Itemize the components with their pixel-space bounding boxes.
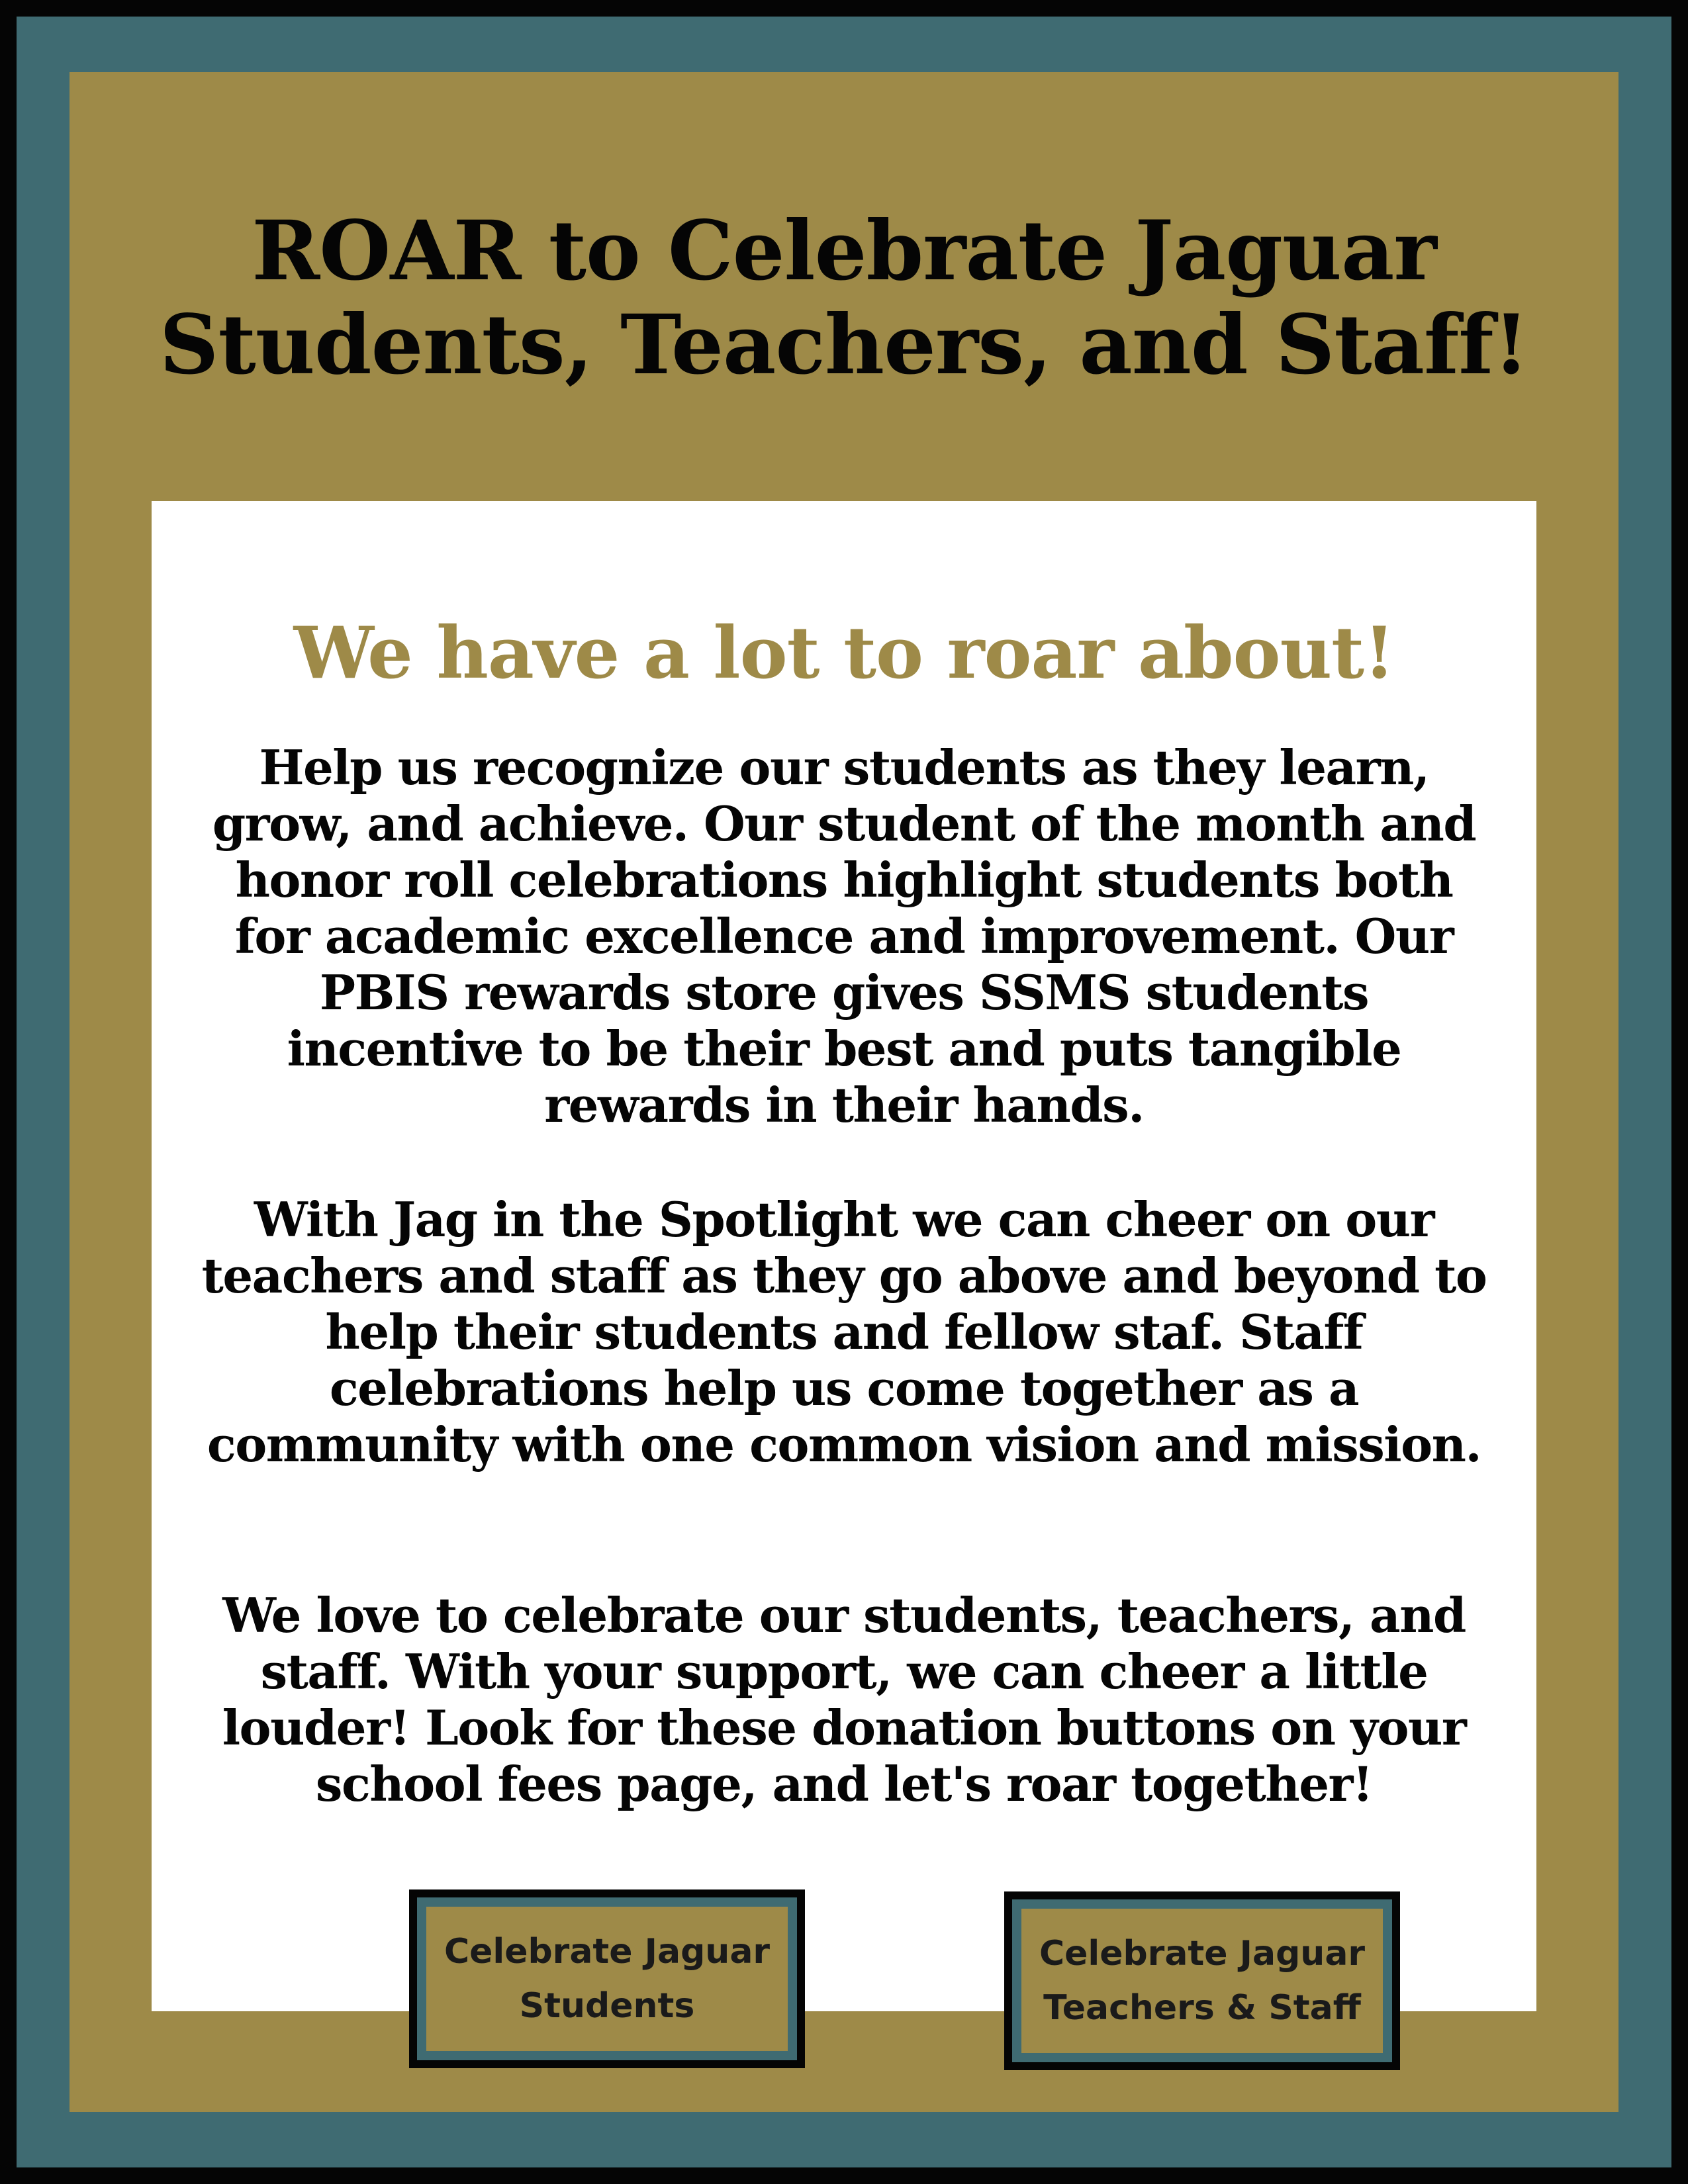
celebrate-students-button[interactable] xyxy=(409,1889,805,2068)
button-face xyxy=(426,1907,788,2051)
teal-border xyxy=(17,17,1671,2167)
content-panel xyxy=(152,501,1536,2028)
page-title xyxy=(149,205,1539,392)
button-label-line-1: Celebrate Jaguar xyxy=(444,1932,771,1972)
title-line-2: Students, Teachers, and Staff! xyxy=(159,297,1529,393)
button-label-line-1: Celebrate Jaguar xyxy=(1039,1934,1366,1974)
button-label-line-2: Teachers & Staff xyxy=(1043,1988,1361,2028)
celebrate-staff-button[interactable] xyxy=(1004,1891,1400,2070)
students-paragraph: Help us recognize our students as they learn, grow, and achieve. Our student of the month and honor roll celebrations highlight students both for academic excellence and improvement. Our PBIS rewards store gives SSMS students incentive to be their best and puts tangible rewards in their hands. xyxy=(212,739,1476,1133)
section-subtitle: We have a lot to roar about! xyxy=(293,612,1395,695)
support-paragraph: We love to celebrate our students, teachers, and staff. With your support, we can cheer a little louder! Look for these donation buttons on your school fees page, and let's roar together! xyxy=(222,1587,1466,1812)
gold-border xyxy=(70,72,1618,2112)
staff-paragraph: With Jag in the Spotlight we can cheer on our teachers and staff as they go above and beyond to help their students and fellow staf. Staff celebrations help us come together as a community with one common vision and mission. xyxy=(201,1191,1487,1473)
title-line-1: ROAR to Celebrate Jaguar xyxy=(252,203,1436,299)
button-label-line-2: Students xyxy=(519,1986,695,2026)
button-teal-border xyxy=(1012,1899,1392,2062)
button-teal-border xyxy=(417,1897,797,2060)
button-face xyxy=(1021,1909,1383,2053)
